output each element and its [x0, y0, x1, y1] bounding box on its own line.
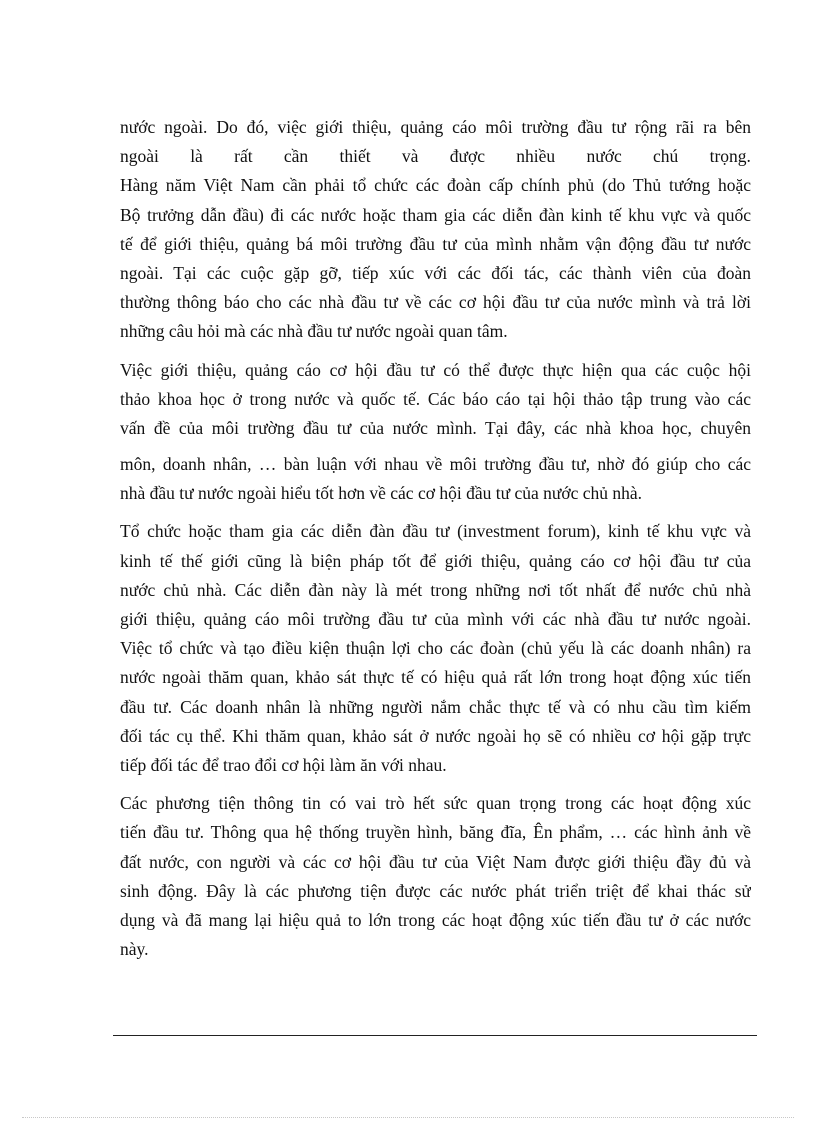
text-line: đối tác cụ thể. Khi thăm quan, khảo sát ở nước ngoài họ sẽ có nhiều cơ hội gặp trực	[120, 725, 751, 746]
text-word: cần	[283, 146, 309, 167]
text-line: thảo khoa học ở trong nước và quốc tế. Các báo cáo tại hội thảo tập trung vào các	[120, 388, 751, 409]
text-line: kinh tế thế giới cũng là biện pháp tốt để giới thiệu, quảng cáo cơ hội đầu tư của	[120, 550, 751, 571]
paragraph-2	[120, 356, 751, 509]
text-line: ngoài. Tại các cuộc gặp gỡ, tiếp xúc với các đối tác, các thành viên của đoàn	[120, 262, 751, 283]
text-word: thiết	[339, 146, 371, 167]
text-word: trọng.	[709, 146, 751, 167]
body-text	[120, 113, 751, 973]
text-word: ngoài	[120, 146, 159, 167]
text-line: này.	[120, 939, 149, 960]
text-line: những câu hỏi mà các nhà đầu tư nước ngoài quan tâm.	[120, 321, 508, 342]
text-line: vấn đề của môi trường đầu tư của nước mình. Tại đây, các nhà khoa học, chuyên	[120, 417, 751, 438]
text-line: dụng và đã mang lại hiệu quả to lớn trong các hoạt động xúc tiến đầu tư ở các nước	[120, 909, 751, 930]
paragraph-3	[120, 517, 751, 780]
text-word: chú	[653, 146, 679, 167]
text-line: môn, doanh nhân, … bàn luận với nhau về môi trường đầu tư, nhờ đó giúp cho các	[120, 454, 751, 475]
text-word: và	[401, 146, 419, 167]
text-line: Các phương tiện thông tin có vai trò hết sức quan trọng trong các hoạt động xúc	[120, 793, 751, 814]
text-line: Hàng năm Việt Nam cần phải tổ chức các đoàn cấp chính phủ (do Thủ tướng hoặc	[120, 175, 751, 196]
text-line	[120, 142, 751, 171]
text-word: nhiều	[516, 146, 556, 167]
text-line: nước chủ nhà. Các diễn đàn này là mét trong những nơi tốt nhất để nước chủ nhà	[120, 579, 751, 600]
paragraph-4	[120, 789, 751, 964]
footer-rule	[113, 1035, 757, 1036]
text-line: nước ngoài. Do đó, việc giới thiệu, quảng cáo môi trường đầu tư rộng rãi ra bên	[120, 117, 751, 137]
text-line: tiến đầu tư. Thông qua hệ thống truyền hình, băng đĩa, Ên phẩm, … các hình ảnh về	[120, 822, 751, 843]
text-line: Bộ trưởng dẫn đầu) đi các nước hoặc tham gia các diễn đàn kinh tế khu vực và quốc	[120, 204, 751, 225]
paragraph-1	[120, 113, 751, 347]
text-line: nhà đầu tư nước ngoài hiểu tốt hơn về các cơ hội đầu tư của nước chủ nhà.	[120, 483, 643, 504]
text-line: thường thông báo cho các nhà đầu tư về các cơ hội đầu tư của nước mình và trả lời	[120, 292, 751, 313]
text-line: đầu tư. Các doanh nhân là những người nắm chắc thực tế và có nhu cầu tìm kiếm	[120, 696, 751, 717]
text-line: sinh động. Đây là các phương tiện được các nước phát triển triệt để khai thác sử	[120, 880, 751, 901]
text-line: Việc giới thiệu, quảng cáo cơ hội đầu tư có thể được thực hiện qua các cuộc hội	[120, 359, 751, 380]
text-word: là	[190, 146, 203, 167]
text-line: nước ngoài thăm quan, khảo sát thực tế có hiệu quả rất lớn trong hoạt động xúc tiến	[120, 667, 751, 688]
text-line: Việc tổ chức và tạo điều kiện thuận lợi cho các đoàn (chủ yếu là các doanh nhân) ra	[120, 638, 751, 659]
text-line: tiếp đối tác để trao đổi cơ hội làm ăn với nhau.	[120, 754, 447, 775]
text-line: Tổ chức hoặc tham gia các diễn đàn đầu tư (investment forum), kinh tế khu vực và	[120, 521, 751, 542]
text-word: nước	[586, 146, 622, 167]
page-bottom-border	[22, 1117, 794, 1118]
text-line: giới thiệu, quảng cáo môi trường đầu tư của mình với các nhà đầu tư nước ngoài.	[120, 609, 751, 630]
text-line: đất nước, con người và các cơ hội đầu tư của Việt Nam được giới thiệu đầy đủ và	[120, 851, 751, 872]
text-word: được	[449, 146, 485, 167]
text-word: rất	[234, 146, 253, 167]
text-line: tế để giới thiệu, quảng bá môi trường đầu tư của mình nhằm vận động đầu tư nước	[120, 233, 751, 254]
